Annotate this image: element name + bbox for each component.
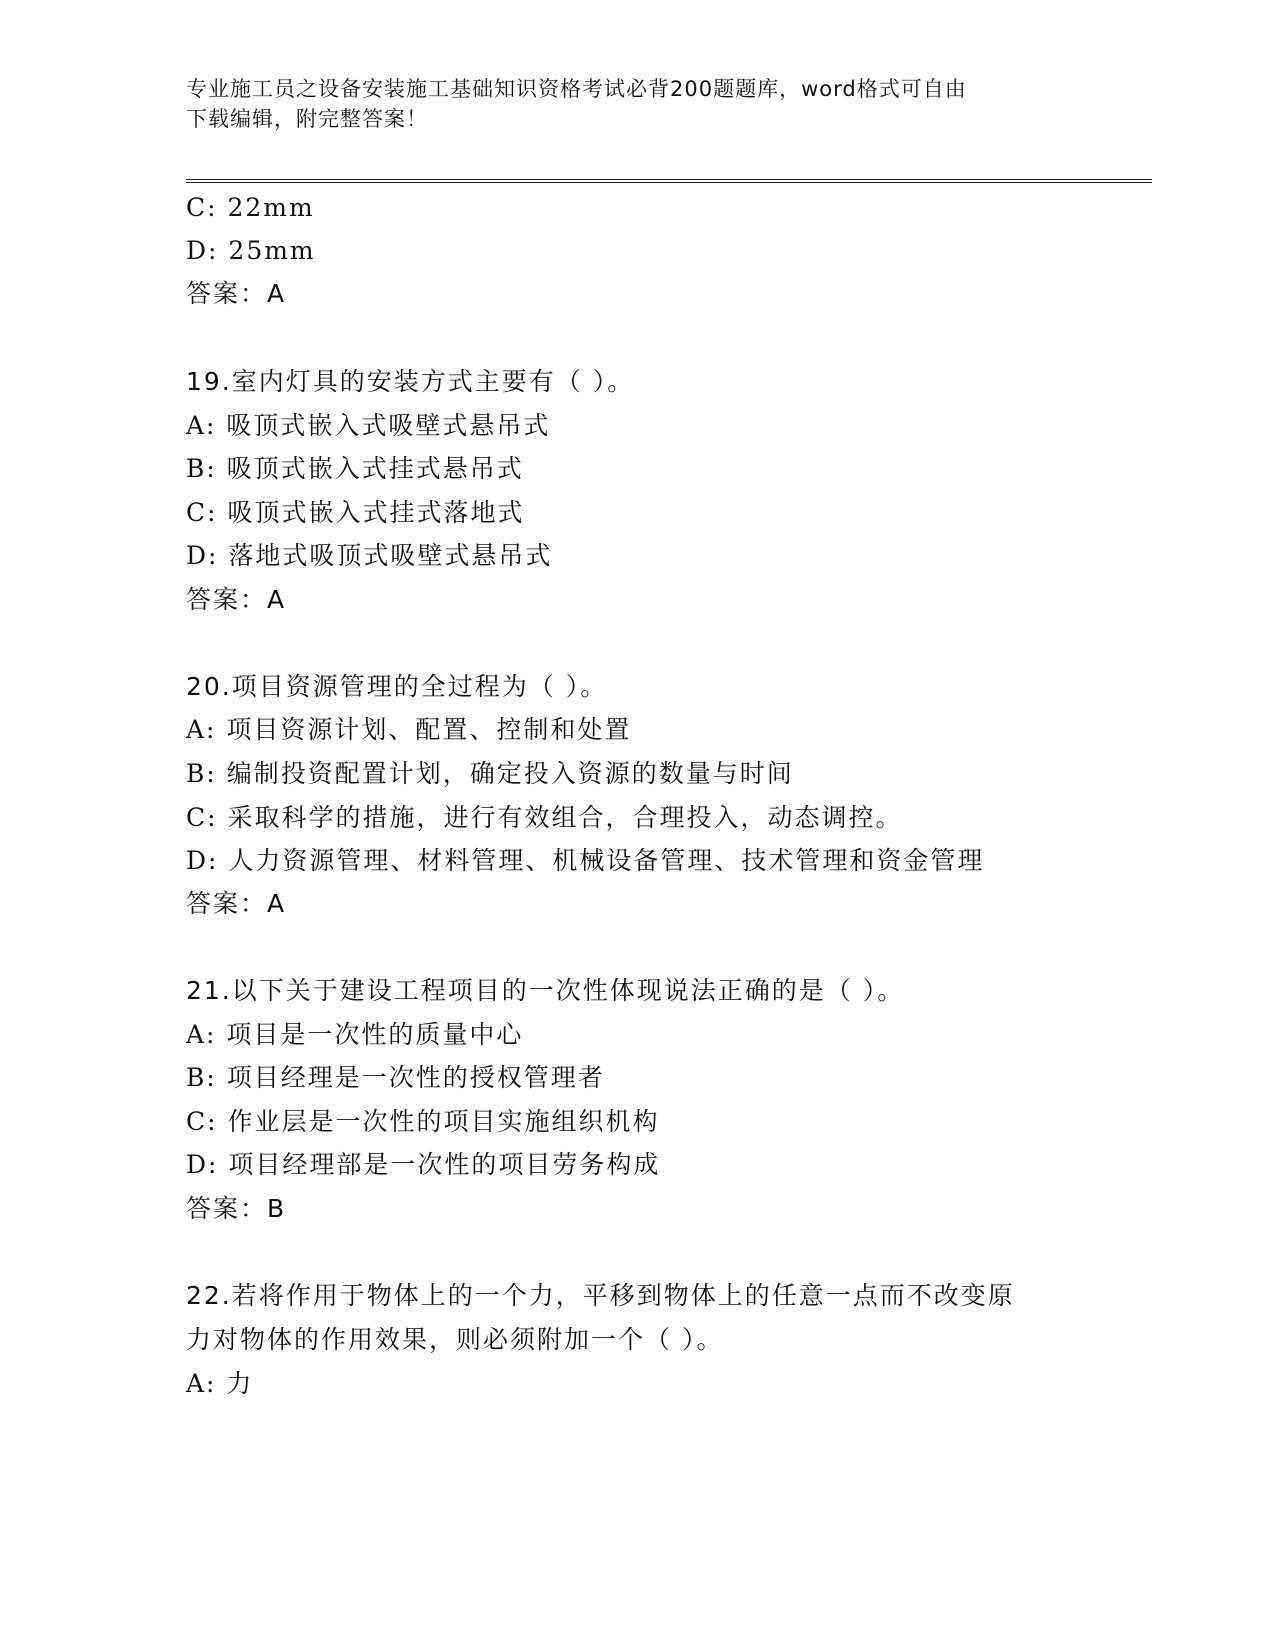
q22-question-line-1: 22.若将作用于物体上的一个力，平移到物体上的任意一点而不改变原: [186, 1281, 1015, 1310]
q22-question-line-2: 力对物体的作用效果，则必须附加一个（ ）。: [186, 1325, 724, 1354]
q21-question: 21.以下关于建设工程项目的一次性体现说法正确的是（ ）。: [186, 976, 905, 1005]
q20-option-d: D: 人力资源管理、材料管理、机械设备管理、技术管理和资金管理: [186, 846, 985, 875]
q20-option-a: A: 项目资源计划、配置、控制和处置: [186, 715, 632, 744]
q19-question: 19.室内灯具的安装方式主要有（ ）。: [186, 367, 635, 396]
q20-option-b: B: 编制投资配置计划，确定投入资源的数量与时间: [186, 759, 794, 788]
q19-option-a: A: 吸顶式嵌入式吸壁式悬吊式: [186, 411, 551, 440]
q20-option-c: C: 采取科学的措施，进行有效组合，合理投入，动态调控。: [186, 803, 903, 832]
q19-option-c: C: 吸顶式嵌入式挂式落地式: [186, 498, 525, 527]
q19-option-b: B: 吸顶式嵌入式挂式悬吊式: [186, 454, 524, 483]
q21-option-b: B: 项目经理是一次性的授权管理者: [186, 1063, 605, 1092]
q18-option-c: C: 22mm: [186, 193, 315, 222]
q18-option-d: D: 25mm: [186, 236, 316, 265]
header-line-2: 下载编辑，附完整答案！: [186, 107, 428, 131]
header-line-1: 专业施工员之设备安装施工基础知识资格考试必背200题题库，word格式可自由: [186, 77, 967, 101]
q21-option-a: A: 项目是一次性的质量中心: [186, 1020, 524, 1049]
document-header: [186, 74, 1066, 134]
q21-answer: 答案：B: [186, 1194, 287, 1223]
q22-option-a: A: 力: [186, 1369, 254, 1398]
q19-option-d: D: 落地式吸顶式吸壁式悬吊式: [186, 541, 553, 570]
q19-answer: 答案：A: [186, 585, 287, 614]
header-divider: [186, 179, 1152, 183]
q21-option-c: C: 作业层是一次性的项目实施组织机构: [186, 1107, 660, 1136]
q20-answer: 答案：A: [186, 889, 287, 918]
q21-option-d: D: 项目经理部是一次性的项目劳务构成: [186, 1150, 661, 1179]
q18-answer: 答案：A: [186, 279, 287, 308]
q20-question: 20.项目资源管理的全过程为（ ）。: [186, 672, 608, 701]
